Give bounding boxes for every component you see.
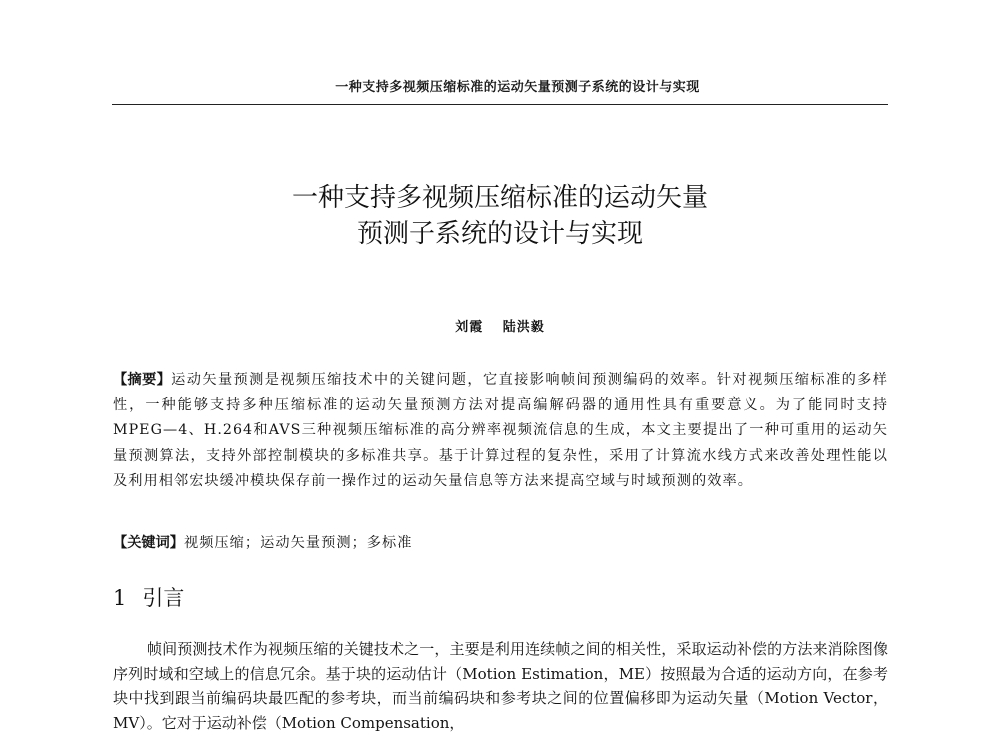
abstract: [113, 368, 888, 494]
keywords-label: 【关键词】: [113, 535, 184, 551]
authors: 刘霞 陆洪毅: [455, 320, 545, 335]
keywords: [113, 531, 888, 556]
paper-title: [150, 180, 850, 252]
running-header: 一种支持多视频压缩标准的运动矢量预测子系统的设计与实现: [335, 80, 700, 95]
keywords-text: 视频压缩；运动矢量预测；多标准: [183, 535, 413, 551]
body-paragraph: 帧间预测技术作为视频压缩的关键技术之一，主要是利用连续帧之间的相关性，采取运动补偿的方法来消除图像序列时域和空域上的信息冗余。基于块的运动估计（Motion Estimation，ME）按照最为合适的运动方向，在参考块中找到跟当前编码块最匹配的参考块，而当前编码块和参考块之间的位置偏移即为运动矢量（Motion Vector，MV）。它对于运动补偿（Motion Compensation，: [113, 640, 888, 732]
section-heading: [113, 582, 184, 612]
section-title: 引言: [142, 586, 185, 610]
abstract-text: 运动矢量预测是视频压缩技术中的关键问题，它直接影响帧间预测编码的效率。针对视频压缩标准的多样性，一种能够支持多种压缩标准的运动矢量预测方法对提高编解码器的通用性具有重要意义。为了能同时支持MPEG—4、H.264和AVS三种视频压缩标准的高分辨率视频流信息的生成，本文主要提出了一种可重用的运动矢量预测算法，支持外部控制模块的多标准共享。基于计算过程的复杂性，采用了计算流水线方式来改善处理性能以及利用相邻宏块缓冲模块保存前一操作过的运动矢量信息等方法来提高空域与时域预测的效率。: [113, 372, 888, 489]
header-rule: [112, 104, 888, 105]
abstract-label: 【摘要】: [113, 372, 172, 388]
paper-title-line-1: 一种支持多视频压缩标准的运动矢量: [291, 183, 708, 213]
paper-title-line-2: 预测子系统的设计与实现: [356, 219, 643, 249]
section-number: 1: [113, 586, 127, 610]
